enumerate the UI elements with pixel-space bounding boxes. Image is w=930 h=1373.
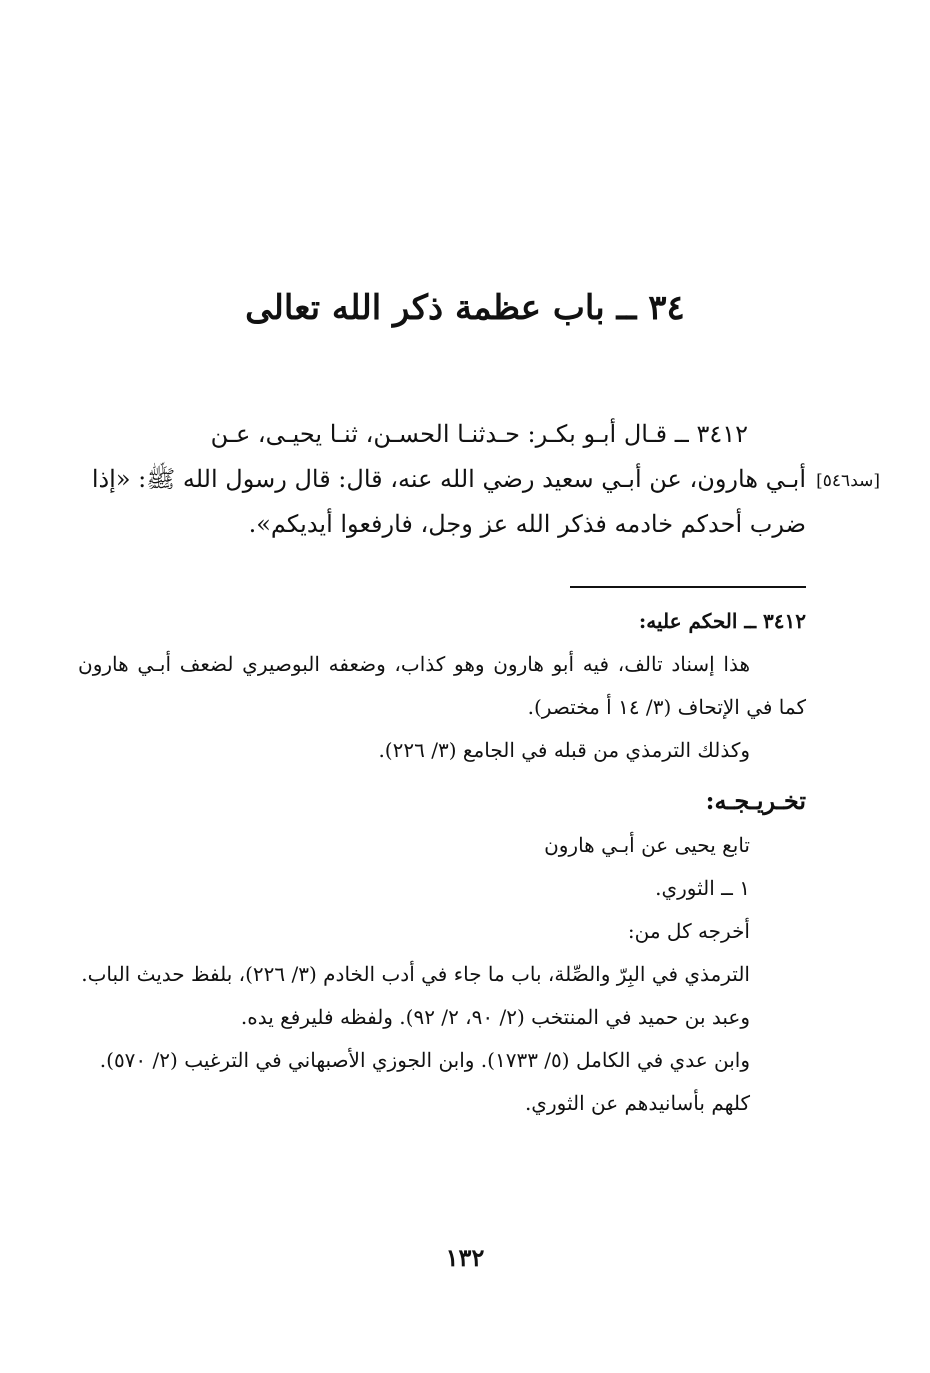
ruling-paragraph: هذا إسناد تالف، فيه أبو هارون وهو كذاب، وضعفه البوصيري لضعف أبـي هارون كما في الإتحاف (٣/ ١٤ أ مختصر). (78, 652, 806, 719)
takhrij-paragraph: الترمذي في البِرّ والصِّلة، باب ما جاء في أدب الخادم (٣/ ٢٢٦)، بلفظ حديث الباب. (81, 962, 750, 986)
hadith-line: أبـي هارون، عن أبـي سعيد رضي الله عنه، قال: قال رسول الله ﷺ: «إذا (91, 465, 806, 493)
chapter-title: ٣٤ ــ باب عظمة ذكر الله تعالى (245, 288, 685, 328)
footnote-divider (570, 586, 806, 588)
takhrij-paragraph: وعبد بن حميد في المنتخب (٢/ ٩٠، ٢/ ٩٢). ولفظه فليرفع يده. (240, 1005, 750, 1029)
hadith-line: ضرب أحدكم خادمه فذكر الله عز وجل، فارفعوا أيديكم». (248, 510, 806, 538)
hadith-text (78, 412, 806, 547)
takhrij-paragraph: ١ ــ الثوري. (655, 876, 750, 900)
takhrij-paragraph: تابع يحيى عن أبـي هارون (544, 833, 750, 857)
hadith-line: ٣٤١٢ ــ قـال أبـو بكـر: حـدثنـا الحسـن، ثنـا يحيـى، عـن (210, 420, 748, 448)
footnotes (78, 600, 806, 1125)
ruling-paragraph: وكذلك الترمذي من قبله في الجامع (٣/ ٢٢٦). (378, 738, 750, 762)
takhrij-heading: تخـريـجـه: (705, 786, 806, 815)
margin-reference: [سد٥٤٦] (816, 471, 880, 491)
takhrij-paragraph: كلهم بأسانيدهم عن الثوري. (524, 1091, 750, 1115)
takhrij-paragraph: وابن عدي في الكامل (٥/ ١٧٣٣). وابن الجوزي الأصبهاني في الترغيب (٢/ ٥٧٠). (99, 1048, 750, 1072)
ruling-heading: ٣٤١٢ ــ الحكم عليه: (638, 609, 806, 633)
takhrij-paragraph: أخرجه كل من: (627, 919, 750, 943)
page-number: ١٣٢ (445, 1243, 485, 1272)
